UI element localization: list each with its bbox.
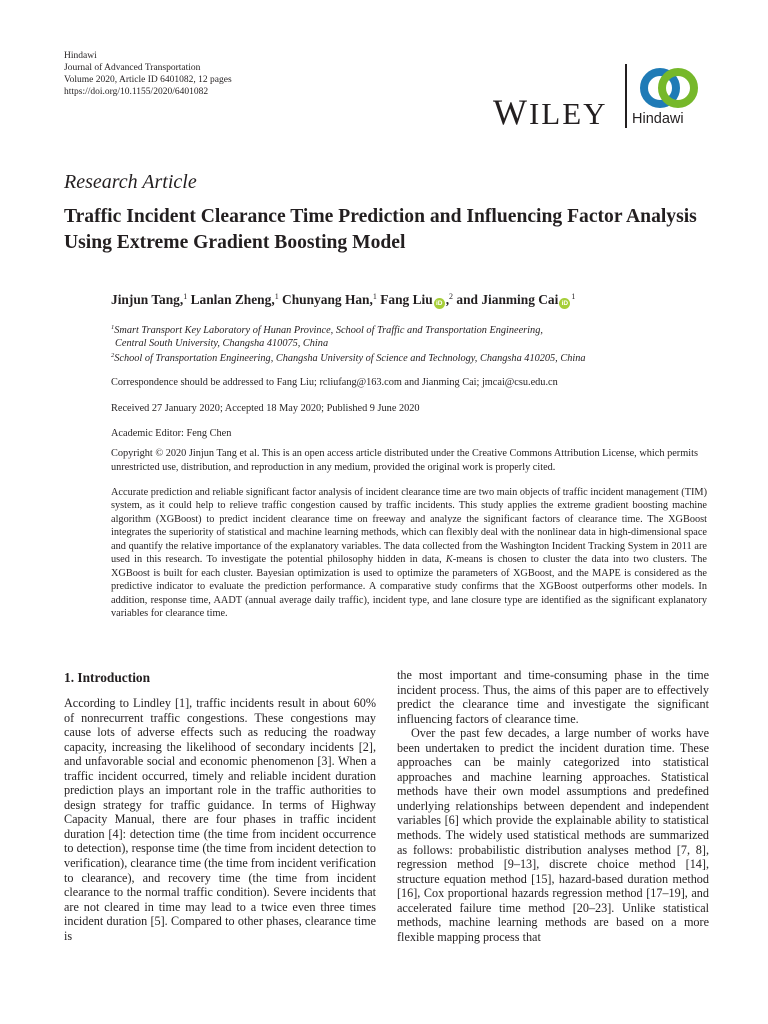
hindawi-rings-icon [638, 66, 700, 112]
author[interactable]: Jinjun Tang,$^1$ [111, 292, 188, 307]
academic-editor: Academic Editor: Feng Chen [111, 428, 232, 439]
journal-meta [64, 50, 232, 98]
author[interactable]: Fang Liu iD ,$^2$ and [380, 292, 478, 307]
abstract: Accurate prediction and reliable significant factor analysis of incident clearance time are two main objects of traffic incident management (TIM) system, as it could help to relieve traffic congestion caused by traffic incidents. This study applies the extreme gradient boosting machine algorithm (XGBoost) to predict incident clearance time on freeway and analyze the significant factors of clearance time. The XGBoost integrates the superiority of statistical and machine learning methods, which can flexibly deal with the nonlinear data in high-dimensional space and quantify the relative importance of the explanatory variables. The data collected from the Washington Incident Tracking System in 2011 are used in this research. To investigate the potential philosophy hidden in data, K-means is chosen to cluster the data into two clusters. The XGBoost is built for each cluster. Bayesian optimization is used to optimize the parameters of XGBoost, and the MAPE is considered as the predictive indicator to evaluate the prediction performance. A comparative study confirms that the XGBoost outperforms other models. In addition, response time, AADT (annual average daily traffic), incident type, and lane closure type are identified as the significant explanatory variables for clearance time. [111, 487, 708, 620]
author-list [111, 292, 575, 309]
author[interactable]: Jianming Cai $iD^1$ [481, 292, 576, 307]
journal-name: Journal of Advanced Transportation [64, 63, 201, 73]
author[interactable]: Lanlan Zheng,$^1$ [190, 292, 279, 307]
copyright-notice: Copyright © 2020 Jinjun Tang et al. This is an open access article distributed under the Creative Commons Attribution License, which permits unrestricted use, distribution, and reproduction in any medium, provided the original work is properly cited. [111, 448, 698, 473]
brand-divider [625, 64, 627, 128]
publisher-name: Hindawi [64, 51, 97, 61]
volume-info: Volume 2020, Article ID 6401082, 12 pages [64, 75, 232, 85]
author[interactable]: Chunyang Han,$^1$ [282, 292, 377, 307]
paragraph: According to Lindley [1], traffic incidents result in about 60% of nonrecurrent traffic congestions. These congestions may cause lots of adverse effects such as reducing the roadway capacity, increasing the likelihood of secondary incidents [2], and unfavorable social and economic phenomenon [3]. When a traffic incident occurred, timely and reliable incident duration prediction plays an important role in the traffic authorities to design strategy for traffic guidance. In terms of Highway Capacity Manual, there are four phases in traffic incident duration [4]: detection time (the time from incident occurrence to detection), response time (the time from incident detection to verification), clearance time (the time from incident verification to clearance), and recovery time (the time from incident clearance to the normal traffic condition). Severe incidents that are not cleared in time may lead to a twice even three times incident duration [5]. Compared to other phases, clearance time is [64, 696, 376, 943]
section-heading: 1. Introduction [64, 670, 151, 685]
paper-title: Traffic Incident Clearance Time Prediction and Influencing Factor Analysis Using Extreme Gradient Boosting Model [64, 206, 697, 253]
article-type: Research Article [64, 171, 197, 193]
left-column [64, 668, 376, 943]
correspondence: Correspondence should be addressed to Fang Liu; rcliufang@163.com and Jianming Cai; jmcai@csu.edu.cn [111, 377, 558, 388]
right-column [397, 668, 709, 944]
orcid-icon[interactable]: iD [434, 298, 445, 309]
publication-dates: Received 27 January 2020; Accepted 18 May 2020; Published 9 June 2020 [111, 403, 420, 414]
wiley-logo: WILEY [493, 92, 608, 132]
paragraph: Over the past few decades, a large number of works have been undertaken to predict the incident duration time. These approaches can be mainly categorized into statistical approaches and machine learning approaches. Statistical methods have their own model assumptions and predefined underlying relationships between dependent and independent variables [6] which provide the explainable ability to statistical methods. The widely used statistical methods are summarized as follows: probabilistic distribution analyses method [7, 8], regression method [9–13], discrete choice method [14], structure equation method [15], hazard-based duration method [16], Cox proportional hazards regression method [17–19], and accelerated failure time method [20–23]. Unlike statistical methods, machine learning methods are based on a more flexible mapping process that [397, 726, 709, 944]
doi-link[interactable]: https://doi.org/10.1155/2020/6401082 [64, 87, 209, 97]
hindawi-wordmark: Hindawi [632, 111, 684, 127]
paragraph: the most important and time-consuming phase in the time incident process. Thus, the aims of this paper are to effectively predict the clearance time and investigate the significant influencing factors of clearance time. [397, 668, 709, 726]
affiliation-1: $^1$Smart Transport Key Laboratory of Hunan Province, School of Traffic and Transportation Engineering, Central South University, Changsha 410075, China [111, 324, 543, 349]
affiliation-2: $^2$School of Transportation Engineering, Changsha University of Science and Technology, Changsha 410205, China [111, 352, 586, 364]
orcid-icon[interactable]: iD [559, 298, 570, 309]
